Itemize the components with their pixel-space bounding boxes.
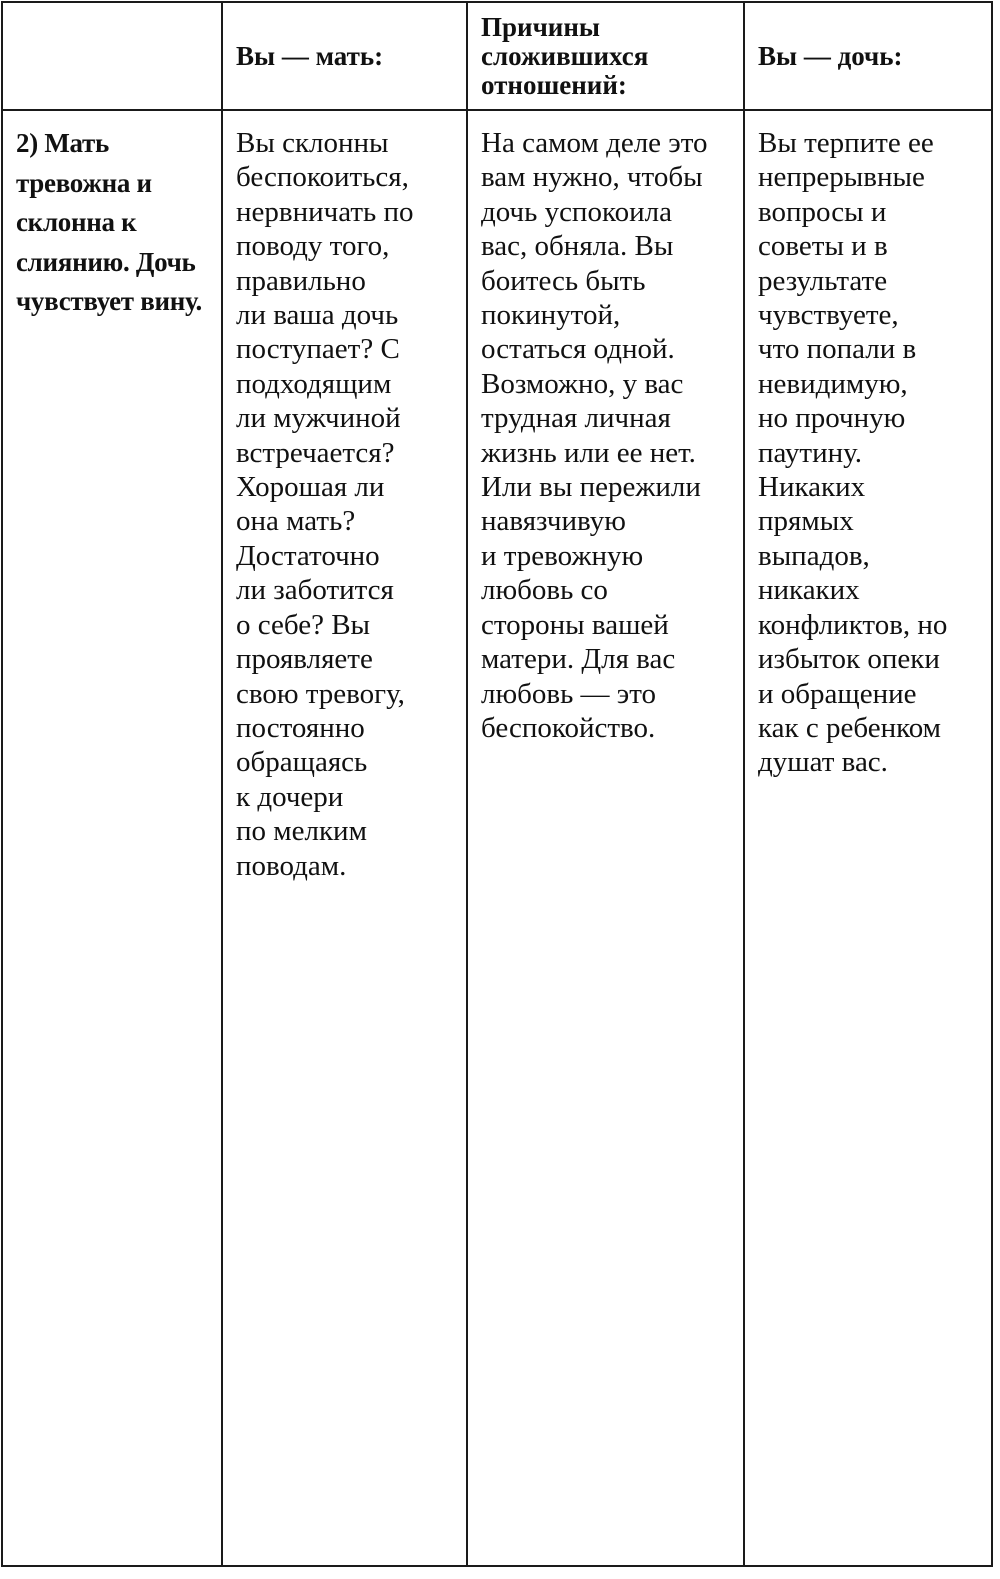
row-label-cell: 2) Мать тревожна и склонна к слиянию. Дочь чувствует вину. [2,110,222,1566]
comparison-table [1,1,993,1567]
table-header-row [2,2,992,110]
reasons-cell: На самом деле это вам нужно, чтобы дочь успокоила вас, обняла. Вы боитесь быть покинутой, остаться одной. Возможно, у вас трудная личная жизнь или ее нет. Или вы пережили навязчивую и тревожную любовь со стороны вашей матери. Для вас любовь — это беспокойство. [467,110,744,1566]
header-cell-daughter: Вы — дочь: [744,2,992,110]
header-cell-reasons: Причины сложившихся отношений: [467,2,744,110]
header-cell-mother: Вы — мать: [222,2,467,110]
header-cell-empty [2,2,222,110]
table-row [2,110,992,1566]
daughter-cell: Вы терпите ее непрерывные вопросы и советы и в результате чувствуете, что попали в невидимую, но прочную паутину. Никаких прямых выпадов, никаких конфликтов, но избыток опеки и обращение как с ребенком душат вас. [744,110,992,1566]
mother-cell: Вы склонны беспокоиться, нервничать по поводу того, правильно ли ваша дочь поступает? С подходящим ли мужчиной встречается? Хорошая ли она мать? Достаточно ли заботится о себе? Вы проявляете свою тревогу, постоянно обращаясь к дочери по мелким поводам. [222,110,467,1566]
